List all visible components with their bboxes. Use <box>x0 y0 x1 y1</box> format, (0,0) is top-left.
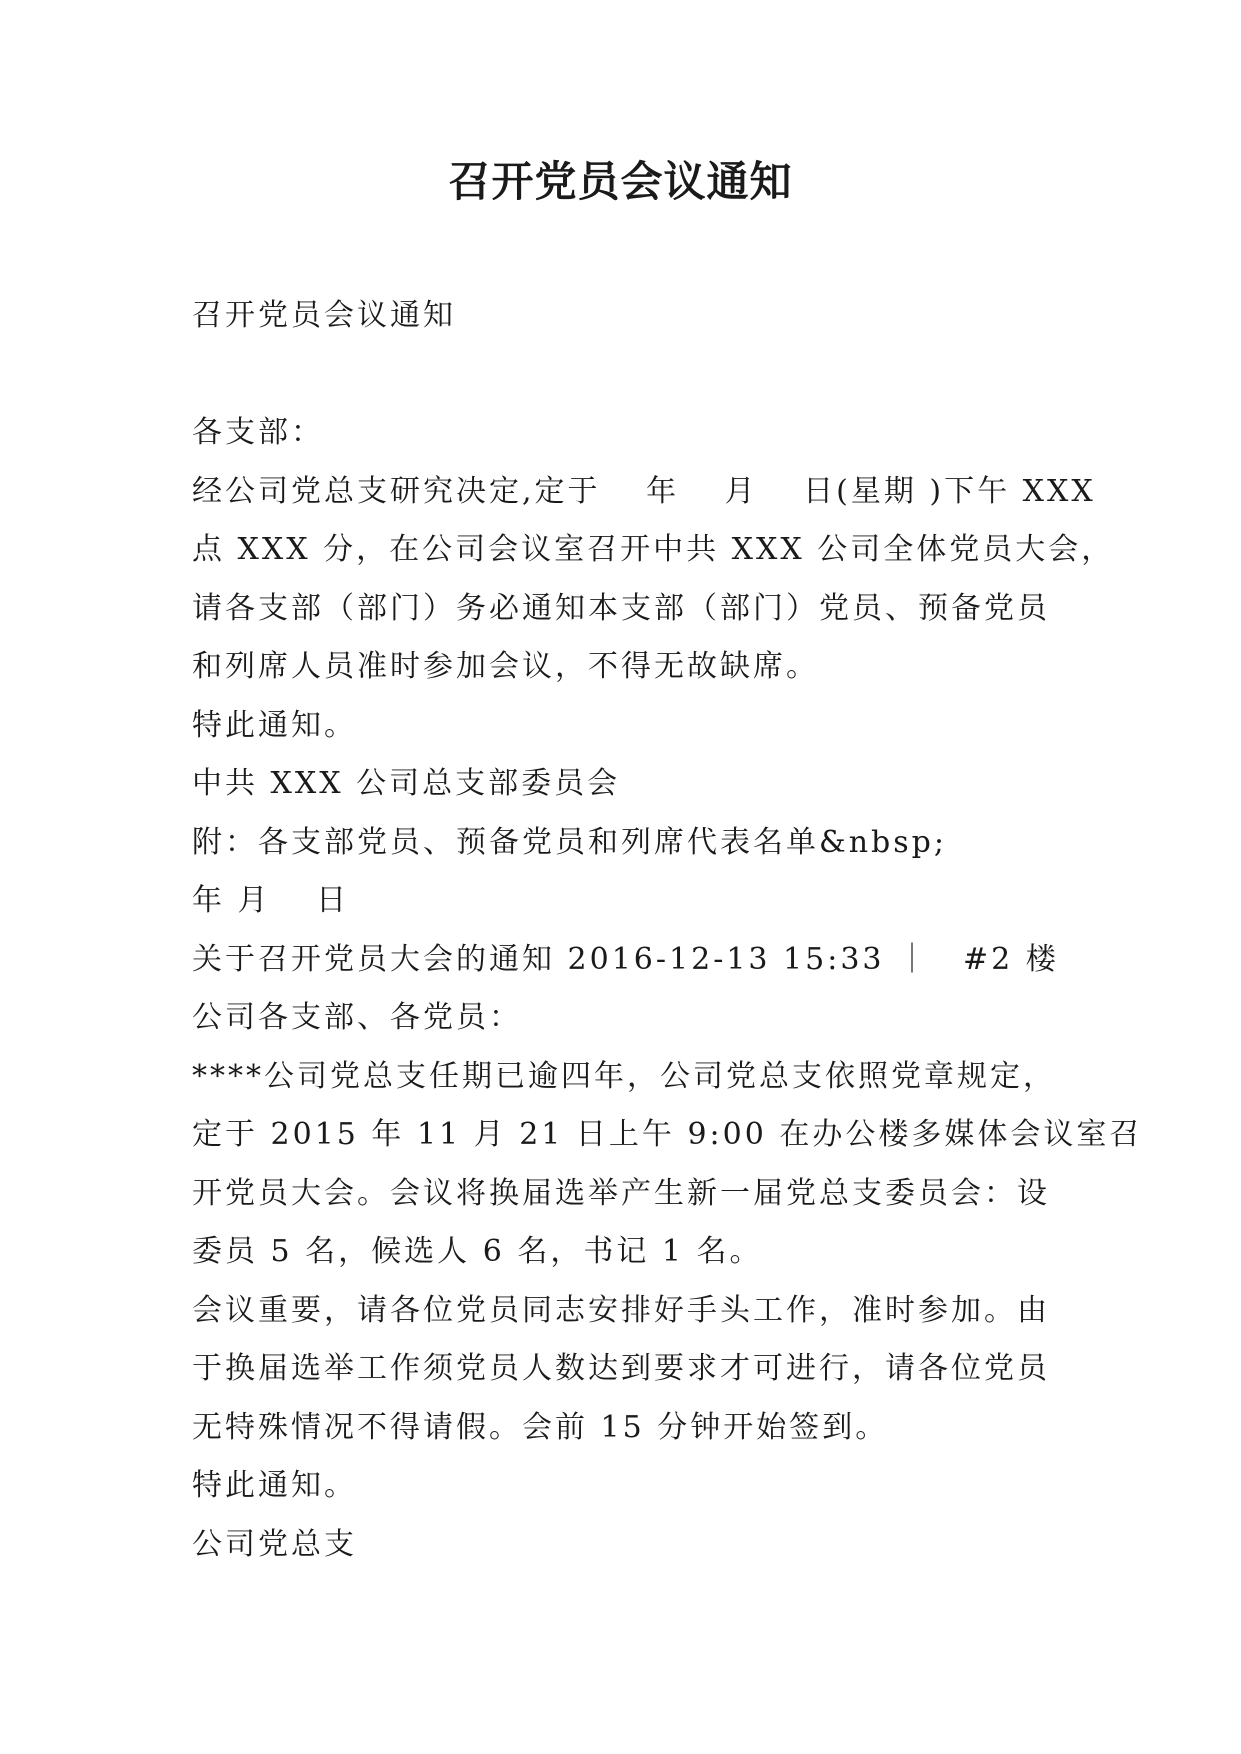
salutation-members: 公司各支部、各党员： <box>192 1000 522 1035</box>
meeting-paragraph-line: 开党员大会。会议将换届选举产生新一届党总支委员会：设 <box>192 1175 1050 1211</box>
meeting-paragraph-line: ****公司党总支任期已逾四年，公司党总支依照党章规定， <box>192 1058 1056 1094</box>
signature-party-branch: 公司党总支 <box>192 1526 357 1562</box>
attachment-note: 附：各支部党员、预备党员和列席代表名单&nbsp; <box>192 824 947 860</box>
closing-notice: 特此通知。 <box>192 707 357 743</box>
second-notice-heading: 关于召开党员大会的通知 2016-12-13 15:33 ｜ #2 楼 <box>192 941 1059 977</box>
notice-paragraph-line: 和列席人员准时参加会议，不得无故缺席。 <box>192 649 819 684</box>
document-body <box>192 404 1143 1574</box>
document-subtitle: 召开党员会议通知 <box>192 298 456 333</box>
notice-paragraph-line: 请各支部（部门）务必通知本支部（部门）党员、预备党员 <box>192 590 1050 626</box>
closing-notice: 特此通知。 <box>192 1468 357 1503</box>
notice-paragraph-line: 经公司党总支研究决定,定于 年 月 日(星期 )下午 XXX <box>192 473 1096 509</box>
notice-paragraph-line: 点 XXX 分，在公司会议室召开中共 XXX 公司全体党员大会， <box>192 532 1115 567</box>
meeting-paragraph-line: 定于 2015 年 11 月 21 日上午 9:00 在办公楼多媒体会议室召 <box>192 1117 1143 1152</box>
meeting-paragraph-line: 委员 5 名，候选人 6 名，书记 1 名。 <box>192 1234 763 1269</box>
date-placeholder: 年 月 日 <box>192 883 350 918</box>
signature-committee: 中共 XXX 公司总支部委员会 <box>192 766 621 801</box>
salutation-branches: 各支部： <box>192 415 324 450</box>
attendance-paragraph-line: 于换届选举工作须党员人数达到要求才可进行，请各位党员 <box>192 1351 1050 1386</box>
document-subtitle-block <box>192 287 1062 346</box>
attendance-paragraph-line: 无特殊情况不得请假。会前 15 分钟开始签到。 <box>192 1409 889 1445</box>
attendance-paragraph-line: 会议重要，请各位党员同志安排好手头工作，准时参加。由 <box>192 1292 1050 1328</box>
document-title: 召开党员会议通知 <box>448 157 793 206</box>
